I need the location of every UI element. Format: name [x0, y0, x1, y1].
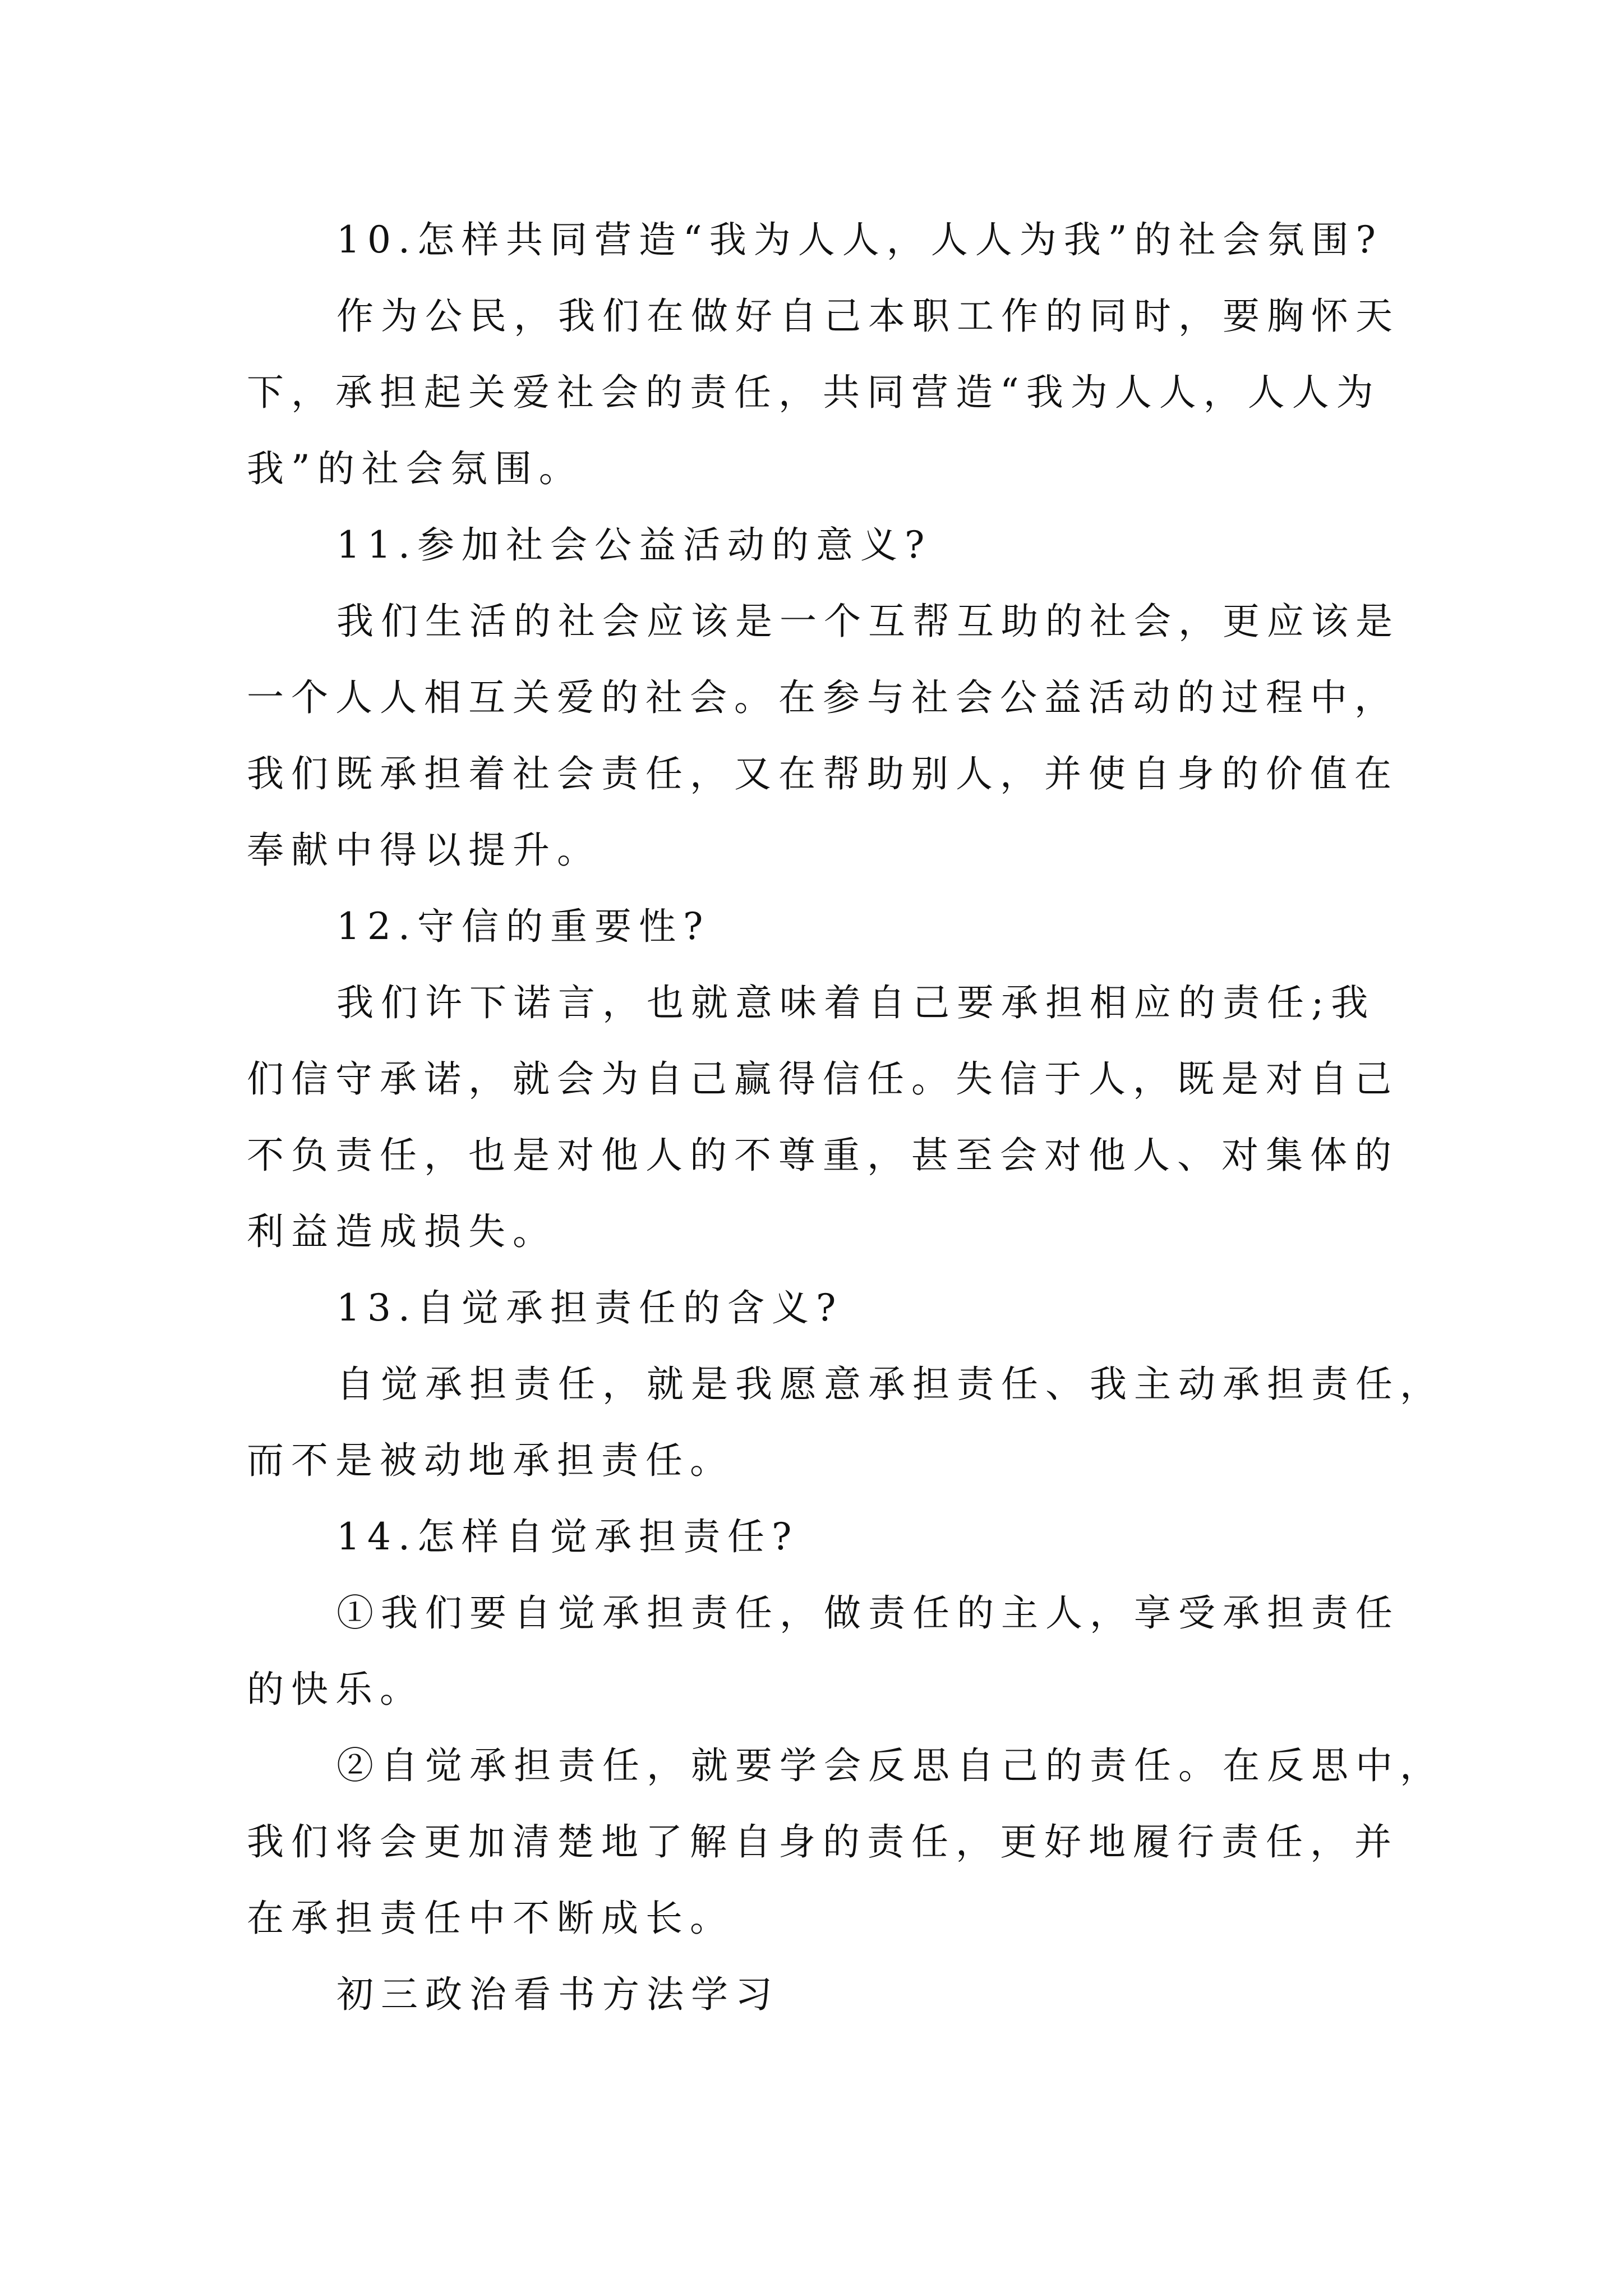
answer-paragraph-line: ②自觉承担责任，就要学会反思自己的责任。在反思中，: [336, 1744, 1444, 1787]
answer-paragraph-line: 我们许下诺言，也就意味着自己要承担相应的责任;我: [336, 981, 1376, 1024]
answer-paragraph-line: 我们生活的社会应该是一个互帮互助的社会，更应该是: [336, 600, 1400, 643]
answer-paragraph-line: 奉献中得以提升。: [247, 829, 601, 872]
answer-paragraph-line: 我们将会更加清楚地了解自身的责任，更好地履行责任，并: [247, 1820, 1399, 1864]
answer-paragraph-line: 自觉承担责任，就是我愿意承担责任、我主动承担责任，: [336, 1363, 1444, 1406]
answer-paragraph-line: 作为公民，我们在做好自己本职工作的同时，要胸怀天: [336, 295, 1400, 338]
answer-paragraph-line: ①我们要自觉承担责任，做责任的主人，享受承担责任: [336, 1591, 1400, 1635]
answer-paragraph-line: 在承担责任中不断成长。: [247, 1897, 734, 1940]
answer-paragraph-line: 们信守承诺，就会为自己赢得信任。失信于人，既是对自己: [247, 1057, 1399, 1101]
answer-paragraph-line: 的快乐。: [247, 1668, 424, 1711]
answer-paragraph-line: 一个人人相互关爱的社会。在参与社会公益活动的过程中，: [247, 676, 1399, 719]
answer-paragraph-line: 我们既承担着社会责任，又在帮助别人，并使自身的价值在: [247, 752, 1399, 795]
answer-paragraph-line: 我”的社会氛围。: [247, 447, 583, 490]
section-heading: 初三政治看书方法学习: [336, 1973, 780, 2016]
question-heading: 14.怎样自觉承担责任?: [336, 1515, 799, 1558]
answer-paragraph-line: 利益造成损失。: [247, 1210, 557, 1253]
document-body: [247, 202, 1444, 2033]
answer-paragraph-line: 下，承担起关爱社会的责任，共同营造“我为人人，人人为: [247, 371, 1381, 414]
answer-paragraph-line: 而不是被动地承担责任。: [247, 1439, 734, 1482]
answer-paragraph-line: 不负责任，也是对他人的不尊重，甚至会对他人、对集体的: [247, 1134, 1399, 1177]
question-heading: 13.自觉承担责任的含义?: [336, 1286, 843, 1329]
question-heading: 12.守信的重要性?: [336, 905, 711, 948]
question-heading: 11.参加社会公益活动的意义?: [336, 523, 932, 567]
question-heading: 10.怎样共同营造“我为人人，人人为我”的社会氛围?: [336, 218, 1383, 261]
